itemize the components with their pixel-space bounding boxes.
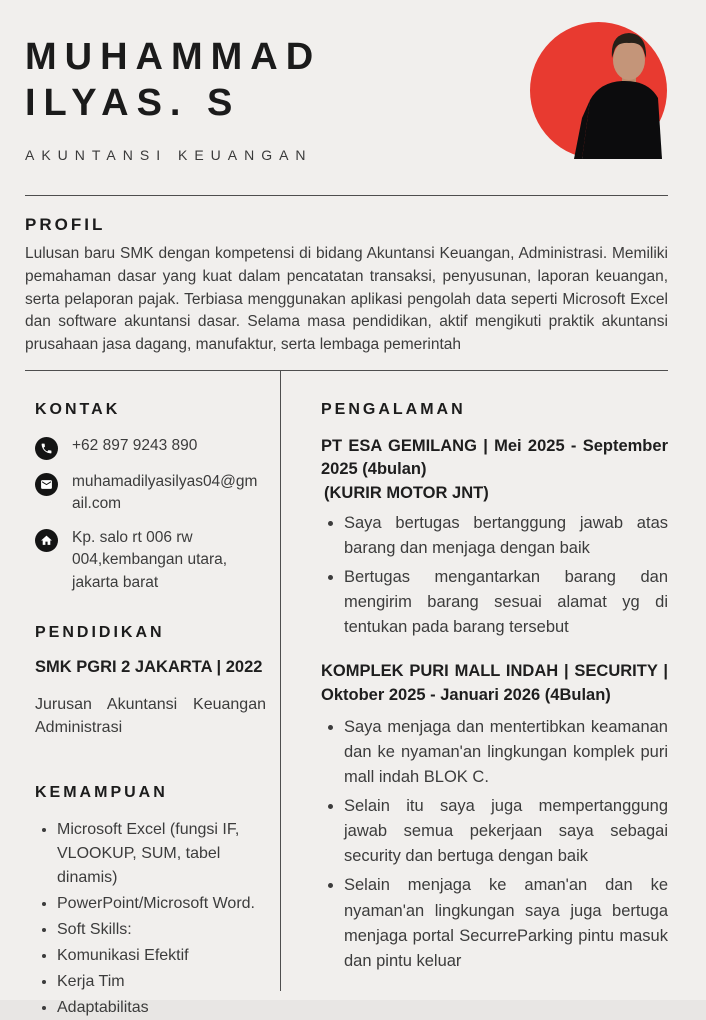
job-title: KOMPLEK PURI MALL INDAH | SECURITY | Oktober 2025 - Januari 2026 (4Bulan): [321, 662, 668, 704]
right-column: [281, 371, 668, 994]
skills-list: [35, 818, 266, 1020]
address-value: Kp. salo rt 006 rw 004,kembangan utara, jakarta barat: [72, 528, 228, 591]
phone-icon: [35, 437, 58, 460]
skill-item: • PowerPoint/Microsoft Word.: [57, 892, 266, 916]
job-bullet: • Selain itu saya juga mempertanggung jawab semua pekerjaan saya sebagai security dan bertuga dengan baik: [344, 794, 668, 869]
pendidikan-heading: PENDIDIKAN: [35, 624, 165, 642]
name-line-2: ILYAS. S: [25, 82, 241, 125]
school-major: Jurusan Akuntansi Keuangan Administrasi: [35, 696, 266, 737]
columns: [25, 371, 668, 1016]
kontak-heading: KONTAK: [35, 400, 121, 418]
name-line-1: MUHAMMAD: [25, 36, 322, 78]
skill-item: • Kerja Tim: [57, 970, 266, 994]
job-bullets: [321, 511, 668, 640]
job-bullet: • Bertugas mengantarkan barang dan mengirim barang sesuai alamat yg di tentukan pada barang tersebut: [344, 565, 668, 640]
pengalaman-heading: PENGALAMAN: [321, 400, 466, 418]
header: [25, 0, 668, 195]
contact-row-address: [35, 527, 266, 594]
profile-photo-illustration: [530, 22, 667, 159]
skill-item: • Soft Skills:: [57, 918, 266, 942]
job-entry-2: [321, 660, 668, 974]
skill-item: • Komunikasi Efektif: [57, 944, 266, 968]
job-subtitle: (KURIR MOTOR JNT): [324, 483, 489, 502]
job-bullets: [321, 715, 668, 974]
profil-body: Lulusan baru SMK dengan kompetensi di bidang Akuntansi Keuangan, Administrasi. Memiliki pemahaman dasar yang kuat dalam pencatatan transaksi, penyusunan, laporan keuangan, serta pelaporan pajak. Terbiasa menggunakan aplikasi pengolah data seperti Microsoft Excel dan software akuntansi dasar. Selama masa pendidikan, aktif mengikuti praktik akuntansi prusahaan jasa dagang, manufaktur, serta lembaga pemerintah: [25, 245, 668, 354]
school-name: SMK PGRI 2 JAKARTA | 2022: [35, 658, 263, 677]
job-bullet: • Saya bertugas bertanggung jawab atas barang dan menjaga dengan baik: [344, 511, 668, 561]
job-bullet: • Selain menjaga ke aman'an dan ke nyaman'an lingkungan saya juga bertuga menjaga portal SecurreParking pintu masuk dan pintu keluar: [344, 873, 668, 973]
phone-value: +62 897 9243 890: [72, 436, 198, 454]
profil-heading: PROFIL: [25, 215, 106, 234]
home-icon: [35, 529, 58, 552]
job-bullet: • Saya menjaga dan mentertibkan keamanan dan ke nyaman'an lingkungan komplek puri mall indah BLOK C.: [344, 715, 668, 790]
kemampuan-heading: KEMAMPUAN: [35, 783, 168, 801]
job-entry-1: [321, 435, 668, 640]
profile-photo: [530, 22, 667, 159]
left-column: [25, 371, 281, 1016]
job-title: PT ESA GEMILANG | Mei 2025 - September 2025 (4bulan): [321, 436, 668, 479]
contact-row-phone: [35, 435, 266, 460]
section-profil: [25, 196, 668, 370]
skill-item: • Microsoft Excel (fungsi IF, VLOOKUP, SUM, tabel dinamis): [57, 818, 266, 890]
skill-item: • Adaptabilitas: [57, 996, 266, 1020]
email-icon: [35, 473, 58, 496]
candidate-title: AKUNTANSI KEUANGAN: [25, 146, 313, 163]
contact-row-email: [35, 471, 266, 516]
email-value: muhamadilyasilyas04@gmail.com: [72, 472, 258, 513]
